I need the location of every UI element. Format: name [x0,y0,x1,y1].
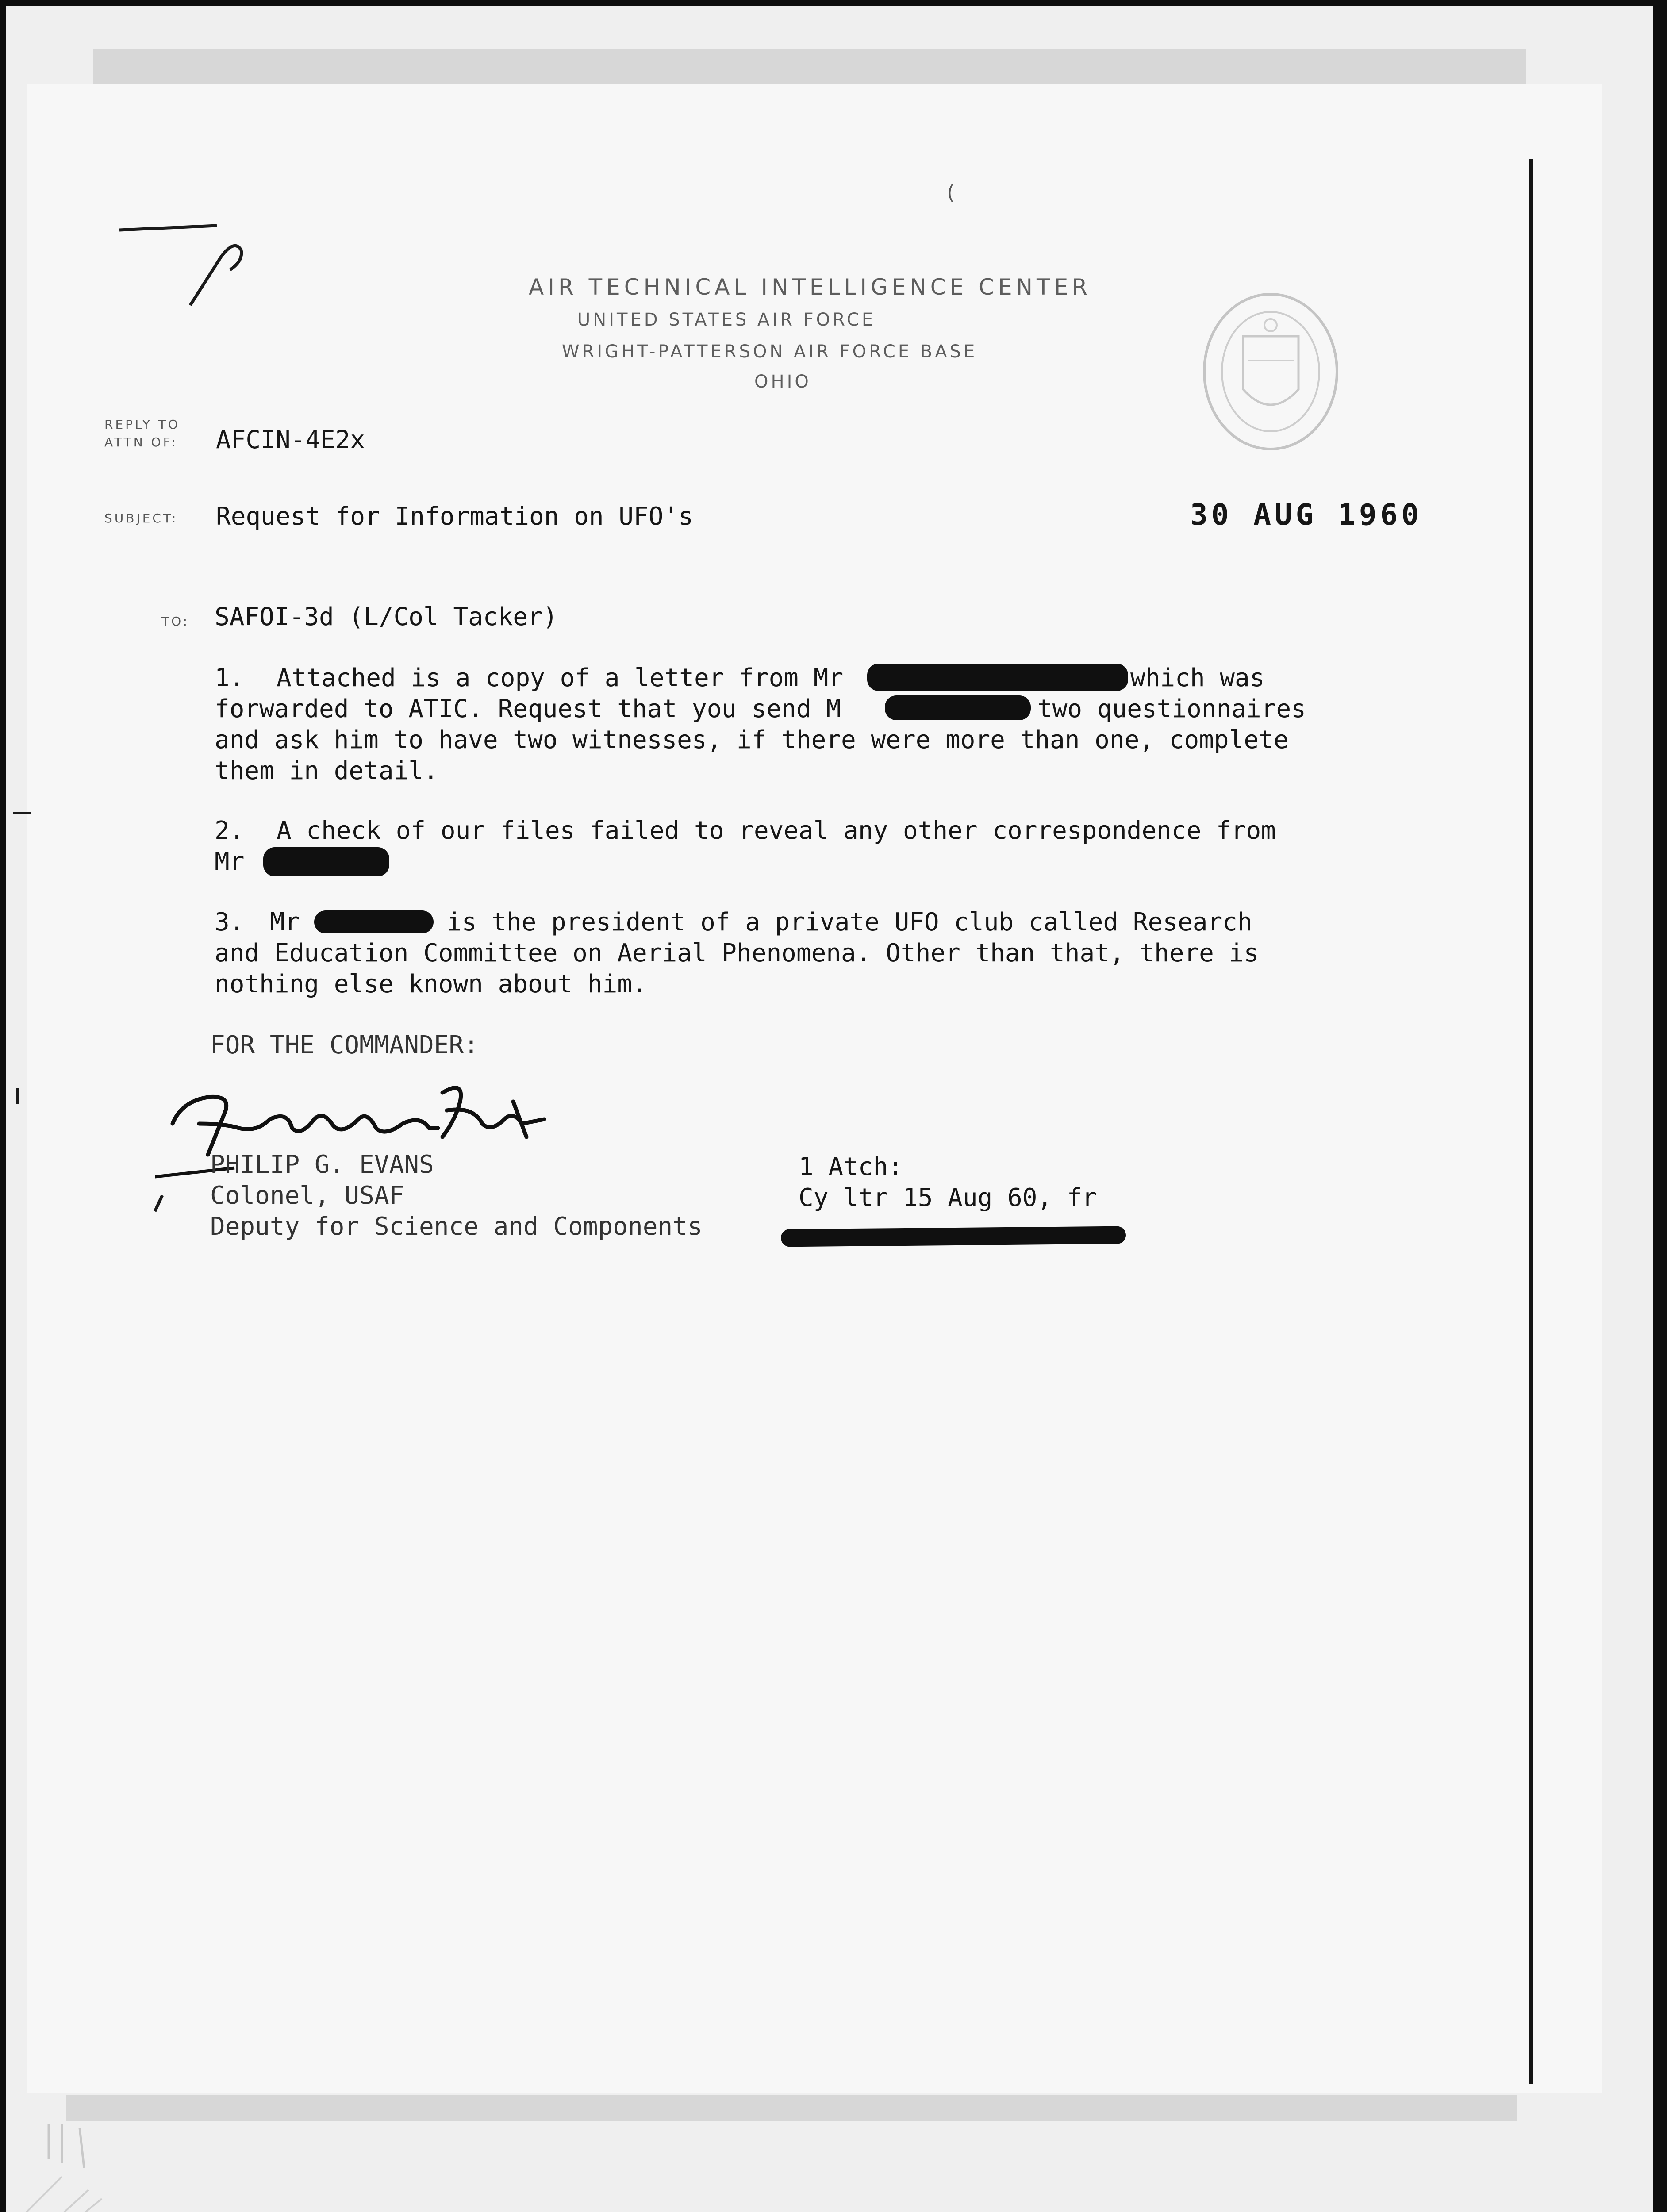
p3-line1-b: is the president of a private UFO club called Research [447,908,1252,937]
to-value: SAFOI-3d (L/Col Tacker) [215,603,558,631]
p1-line3: and ask him to have two witnesses, if there were more than one, complete [215,726,1289,754]
p2-number: 2. [215,816,245,845]
p3-line1-a: Mr [270,908,300,937]
p3-number: 3. [215,908,245,937]
to-label: TO: [161,614,190,629]
redaction-bar [314,910,434,933]
redaction-bar [867,664,1128,691]
signer-title: Deputy for Science and Components [210,1212,703,1241]
p3-line3: nothing else known about him. [215,970,647,998]
margin-tick [16,1088,19,1104]
redaction-bar [263,847,389,876]
scan-shadow-bottom [66,2095,1517,2121]
p3-line2: and Education Committee on Aerial Phenomena. Other than that, there is [215,939,1259,968]
handwritten-mark [115,212,265,319]
office-symbol: AFCIN-4E2x [216,426,365,454]
p1-line2-b: two questionnaires [1037,695,1306,723]
p2-line2: Mr [215,847,245,876]
scan-artifact [0,2124,177,2212]
letterhead-org: AIR TECHNICAL INTELLIGENCE CENTER [529,274,1091,300]
letterhead-base: WRIGHT-PATTERSON AIR FORCE BASE [562,342,978,362]
reply-to-label-line2: ATTN OF: [104,435,178,449]
attachment-description: Cy ltr 15 Aug 60, fr [799,1183,1097,1212]
letterhead-state: OHIO [754,372,811,392]
signer-name: PHILIP G. EVANS [210,1150,434,1179]
margin-tick [13,812,31,814]
date-stamp: 30 AUG 1960 [1190,498,1423,532]
subject-label: SUBJECT: [104,511,178,526]
closing-line: FOR THE COMMANDER: [210,1031,479,1060]
air-force-seal [1195,283,1347,460]
letterhead-service: UNITED STATES AIR FORCE [577,310,876,330]
redaction-bar [885,695,1031,720]
p1-line1-a: Attached is a copy of a letter from Mr [277,664,844,692]
signer-rank: Colonel, USAF [210,1181,404,1210]
stray-mark: ( [945,181,956,204]
p1-line4: them in detail. [215,757,438,785]
redaction-bar [781,1226,1126,1247]
page-edge-line [1529,159,1533,2084]
p2-line1: A check of our files failed to reveal any other correspondence from [277,816,1276,845]
p1-number: 1. [215,664,245,692]
p1-line1-b: which was [1130,664,1265,692]
p1-line2-a: forwarded to ATIC. Request that you send M [215,695,841,723]
reply-to-label [104,416,180,451]
attachment-count: 1 Atch: [799,1152,903,1181]
subject-value: Request for Information on UFO's [216,502,693,531]
reply-to-label-line1: REPLY TO [104,417,181,432]
